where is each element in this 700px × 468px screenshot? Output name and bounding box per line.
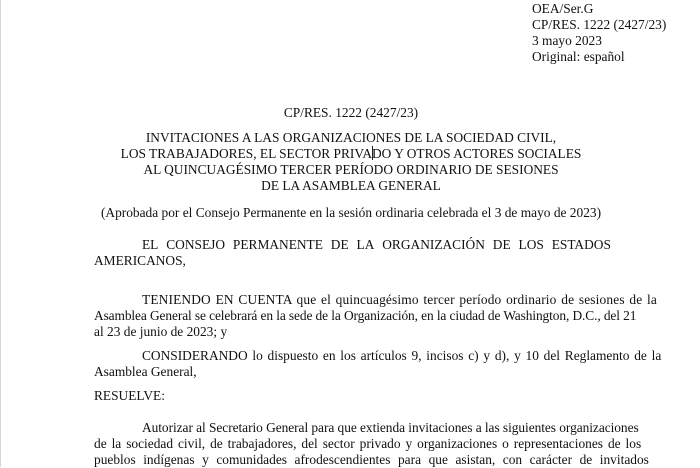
original-language: Original: español [532,49,625,64]
council-line-2: AMERICANOS, [94,253,186,268]
title-line-2: LOS TRABAJADORES, EL SECTOR PRIVADO Y OTROS ACTORES SOCIALES [120,146,582,161]
approval-note: (Aprobada por el Consejo Permanente en la sesión ordinaria celebrada el 3 de mayo de 2023) [100,205,602,220]
considering-paragraph-1: TENIENDO EN CUENTA que el quincuagésimo tercer período ordinario de sesiones de la Asamblea General se celebrará en la sede de la Organización, en la ciudad de Washington, D.C., del 21 al 23 de junio de 2023; y [94,292,657,339]
resolution-number: CP/RES. 1222 (2427/23) [283,105,419,120]
considering-paragraph-2: CONSIDERANDO lo dispuesto en los artículos 9, incisos c) y d), y 10 del Reglamento de la Asamblea General, [94,348,662,379]
resolves-heading: RESUELVE: [94,388,165,403]
resolution-paragraph: Autorizar al Secretario General para que extienda invitaciones a las siguientes organizaciones de la sociedad civil, de trabajadores, del sector privado y organizaciones o representaciones de los pueblos indígenas y comunidades afrodescendientes para que asistan, con carácter de invitados [94,420,649,467]
resolution-title [1,130,700,194]
series-code: OEA/Ser.G [532,1,594,16]
title-line-3: AL QUINCUAGÉSIMO TERCER PERÍODO ORDINARIO DE SESIONES [143,162,559,177]
council-line-1: EL CONSEJO PERMANENTE DE LA ORGANIZACIÓN DE LOS ESTADOS [142,237,611,252]
doc-number: CP/RES. 1222 (2427/23) [532,17,667,32]
document-header [532,1,666,65]
council-paragraph [94,237,611,269]
doc-date: 3 mayo 2023 [532,33,602,48]
title-line-1: INVITACIONES A LAS ORGANIZACIONES DE LA SOCIEDAD CIVIL, [145,130,557,145]
title-line-4: DE LA ASAMBLEA GENERAL [261,178,441,193]
